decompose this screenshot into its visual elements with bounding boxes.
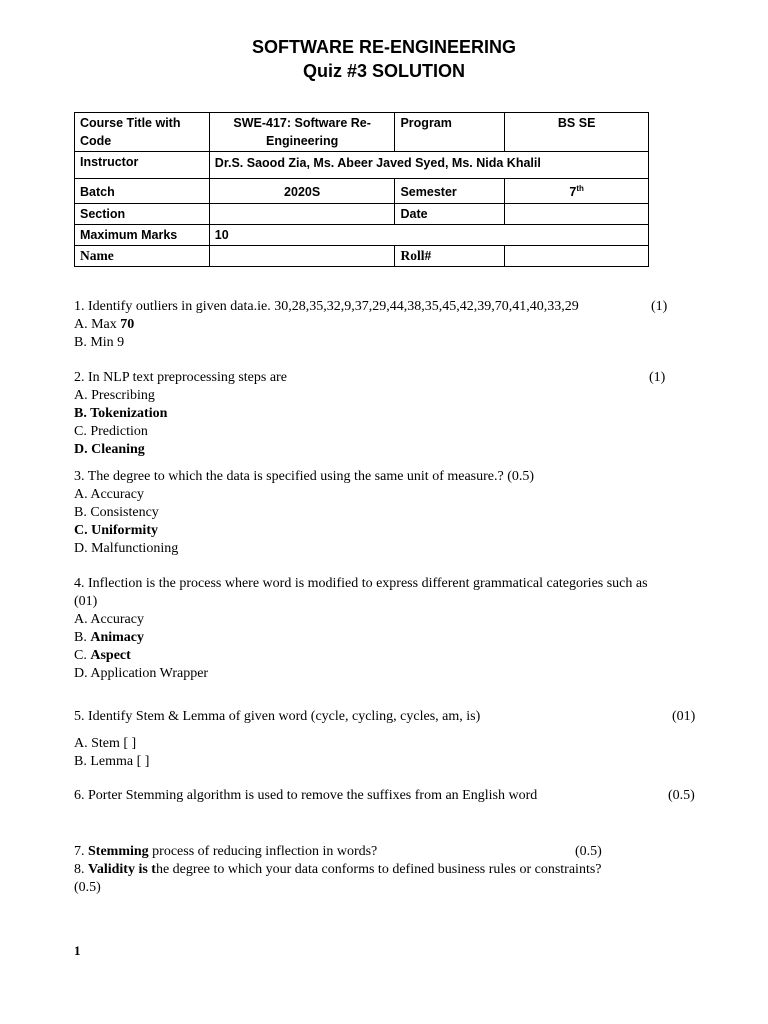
max-marks-label: Maximum Marks [75, 225, 210, 246]
question-5-marks: (01) [672, 709, 696, 724]
question-5-option-a: A. Stem [ ] [74, 736, 137, 751]
question-4-marks: (01) [74, 594, 98, 609]
question-number: 8. [74, 862, 88, 877]
document-title: SOFTWARE RE-ENGINEERING [251, 37, 516, 57]
question-2-text: 2. In NLP text preprocessing steps are [74, 370, 287, 385]
question-2-option-c: C. Prediction [74, 424, 148, 439]
question-body: process of reducing inflection in words? [148, 844, 378, 859]
name-value[interactable] [209, 246, 395, 267]
question-3-option-a: A. Accuracy [74, 487, 144, 502]
table-row [75, 246, 649, 267]
roll-label: Roll# [395, 246, 505, 267]
page-number: 1 [74, 943, 81, 958]
semester-number: 7 [569, 185, 577, 199]
course-value: SWE-417: Software Re-Engineering [209, 113, 395, 152]
question-7-text [74, 843, 377, 861]
section-label: Section [75, 204, 210, 225]
question-5-option-b: B. Lemma [ ] [74, 754, 150, 769]
question-7-marks: (0.5) [575, 844, 602, 859]
table-row [75, 179, 649, 204]
answer-value: Animacy [90, 630, 145, 645]
question-2-option-b: B. Tokenization [74, 406, 168, 421]
answer-value: Stemming [88, 844, 149, 859]
course-info-table [74, 112, 649, 267]
date-value[interactable] [505, 204, 649, 225]
instructor-value: Dr.S. Saood Zia, Ms. Abeer Javed Syed, Ms. Nida Khalil [209, 152, 648, 179]
semester-value [505, 179, 649, 204]
semester-suffix: th [576, 183, 584, 193]
date-label: Date [395, 204, 505, 225]
option-label: A. Max [74, 317, 121, 332]
question-3-option-c: C. Uniformity [74, 523, 158, 538]
question-4-option-a: A. Accuracy [74, 612, 144, 627]
question-1-option-b: B. Min 9 [74, 335, 125, 350]
table-row [75, 225, 649, 246]
question-1-text: 1. Identify outliers in given data.ie. 30,28,35,32,9,37,29,44,38,35,45,42,39,70,41,40,33,29 [74, 299, 579, 314]
question-1-option-a [74, 316, 134, 334]
question-number: 7. [74, 844, 88, 859]
question-1-marks: (1) [651, 299, 668, 314]
question-4-option-b [74, 629, 144, 647]
question-4-option-d: D. Application Wrapper [74, 666, 209, 681]
question-2-marks: (1) [649, 370, 666, 385]
program-value: BS SE [505, 113, 649, 152]
question-8-text [74, 861, 602, 879]
option-label: B. [74, 630, 91, 645]
instructor-label: Instructor [75, 152, 210, 179]
question-3-text: 3. The degree to which the data is specified using the same unit of measure.? (0.5) [74, 469, 535, 484]
question-3-option-d: D. Malfunctioning [74, 541, 179, 556]
answer-value: Validity is t [88, 862, 156, 877]
question-4-option-c [74, 647, 131, 665]
table-row [75, 152, 649, 179]
document-subtitle: Quiz #3 SOLUTION [302, 61, 466, 81]
question-6-text: 6. Porter Stemming algorithm is used to remove the suffixes from an English word [74, 788, 538, 803]
table-row [75, 113, 649, 152]
roll-value[interactable] [505, 246, 649, 267]
program-label: Program [395, 113, 505, 152]
question-3-option-b: B. Consistency [74, 505, 159, 520]
question-2-option-d: D. Cleaning [74, 442, 145, 457]
course-label: Course Title with Code [75, 113, 210, 152]
batch-value: 2020S [209, 179, 395, 204]
question-2-option-a: A. Prescribing [74, 388, 155, 403]
question-6-marks: (0.5) [668, 788, 695, 803]
question-5-text: 5. Identify Stem & Lemma of given word (cycle, cycling, cycles, am, is) [74, 709, 481, 724]
name-label: Name [75, 246, 210, 267]
section-value[interactable] [209, 204, 395, 225]
semester-label: Semester [395, 179, 505, 204]
answer-value: Aspect [90, 648, 131, 663]
table-row [75, 204, 649, 225]
question-4-text: 4. Inflection is the process where word is modified to express different grammatical categories such as [74, 576, 648, 591]
question-8-marks: (0.5) [74, 880, 101, 895]
batch-label: Batch [75, 179, 210, 204]
answer-value: 70 [120, 317, 135, 332]
max-marks-value: 10 [209, 225, 648, 246]
option-label: C. [74, 648, 91, 663]
question-body: he degree to which your data conforms to defined business rules or constraints? [155, 862, 602, 877]
